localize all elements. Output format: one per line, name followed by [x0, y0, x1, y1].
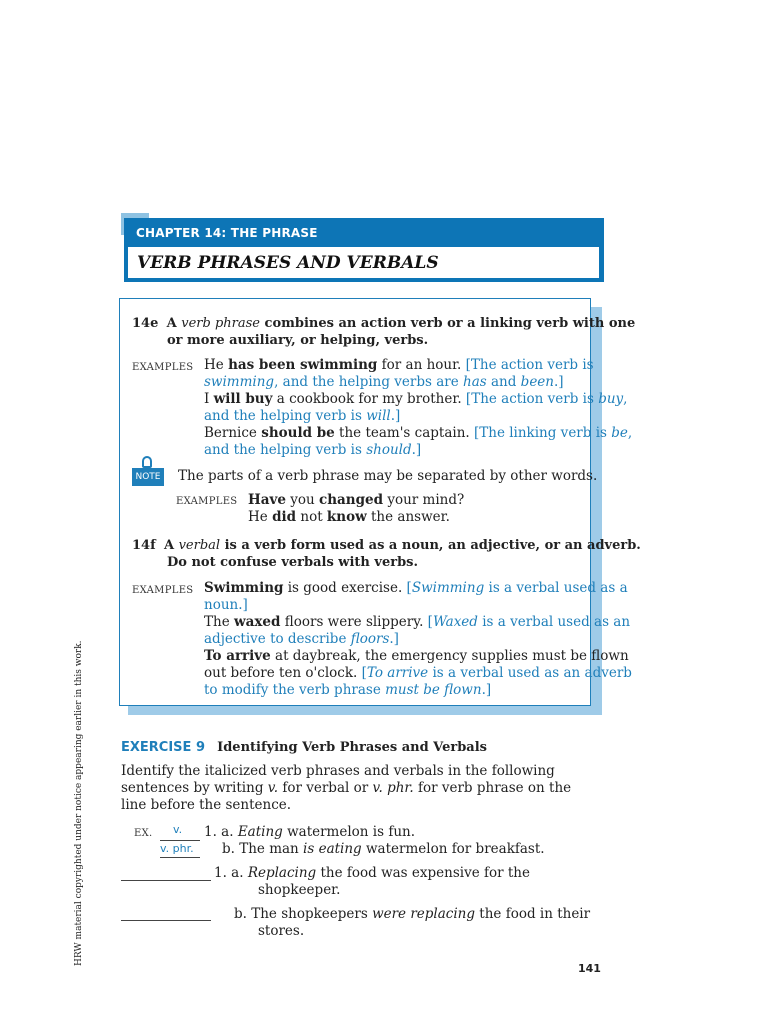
page-number: 141 — [578, 962, 601, 975]
question-1b-line2: stores. — [258, 923, 305, 939]
example-14e-2: I will buy a cookbook for my brother. [The action verb is buy, — [204, 391, 628, 407]
exercise-instructions: Identify the italicized verb phrases and verbals in the following sentences by writing v. for verbal or v. phr. for verb phrase on the line before the sentence. — [121, 763, 572, 813]
pin-icon — [142, 456, 152, 468]
answer-input-1a[interactable] — [121, 866, 211, 881]
chapter-title: VERB PHRASES AND VERBALS — [137, 253, 439, 273]
example-14f-1-note: noun.] — [204, 597, 248, 613]
rule-14f-line2: Do not confuse verbals with verbs. — [167, 555, 419, 570]
note-examples-label: EXAMPLES — [176, 496, 238, 507]
rule-14e-line2: or more auxiliary, or helping, verbs. — [167, 333, 429, 348]
chapter-header — [124, 218, 604, 282]
example-14f-1: Swimming is good exercise. [Swimming is a verbal used as a — [204, 580, 628, 596]
example-14f-3: To arrive at daybreak, the emergency supplies must be flown — [204, 648, 629, 664]
example-14f-3-note: to modify the verb phrase must be flown.] — [204, 682, 492, 698]
question-1a-line2: shopkeeper. — [258, 882, 341, 898]
note-example-2: He did not know the answer. — [248, 509, 450, 525]
rule-14e-line1: 14e A verb phrase combines an action verb or a linking verb with one — [132, 316, 636, 331]
question-1a: 1. a. Replacing the food was expensive for the — [214, 865, 530, 881]
example-14f-2: The waxed floors were slippery. [Waxed is a verbal used as an — [204, 614, 631, 630]
exercise-label: EXERCISE 9 — [121, 740, 205, 755]
note-example-1: Have you changed your mind? — [248, 492, 465, 508]
note-icon — [132, 456, 164, 488]
note-text: The parts of a verb phrase may be separated by other words. — [178, 468, 598, 484]
chapter-title-box — [127, 246, 600, 279]
rule-14f-line1: 14f A verbal is a verb form used as a noun, an adjective, or an adverb. — [132, 538, 641, 553]
example-14e-3: Bernice should be the team's captain. [The linking verb is be, — [204, 425, 633, 441]
example-14e-2-note: and the helping verb is will.] — [204, 408, 401, 424]
example-14f-3-line2: out before ten o'clock. [To arrive is a verbal used as an adverb — [204, 665, 632, 681]
note-icon-label: NOTE — [132, 468, 164, 486]
example-item-a: 1. a. Eating watermelon is fun. — [204, 824, 415, 840]
answer-example-a: v. — [173, 823, 183, 836]
example-label: EX. — [134, 828, 153, 839]
examples-label: EXAMPLES — [132, 362, 194, 373]
example-14f-2-note: adjective to describe floors.] — [204, 631, 399, 647]
copyright-notice: HRW material copyrighted under notice appearing earlier in this work. — [74, 640, 84, 966]
answer-input-1b[interactable] — [121, 906, 211, 921]
chapter-label: CHAPTER 14: THE PHRASE — [136, 226, 318, 240]
exercise-heading — [121, 740, 487, 755]
exercise-title: Identifying Verb Phrases and Verbals — [217, 740, 487, 755]
question-1b: b. The shopkeepers were replacing the food in their — [234, 906, 591, 922]
example-14e-3-note: and the helping verb is should.] — [204, 442, 422, 458]
example-14e-1: He has been swimming for an hour. [The action verb is — [204, 357, 594, 373]
examples-label-14f: EXAMPLES — [132, 585, 194, 596]
example-item-b: b. The man is eating watermelon for breakfast. — [222, 841, 545, 857]
example-14e-1-note: swimming, and the helping verbs are has and been.] — [204, 374, 564, 390]
answer-example-b: v. phr. — [160, 842, 194, 855]
